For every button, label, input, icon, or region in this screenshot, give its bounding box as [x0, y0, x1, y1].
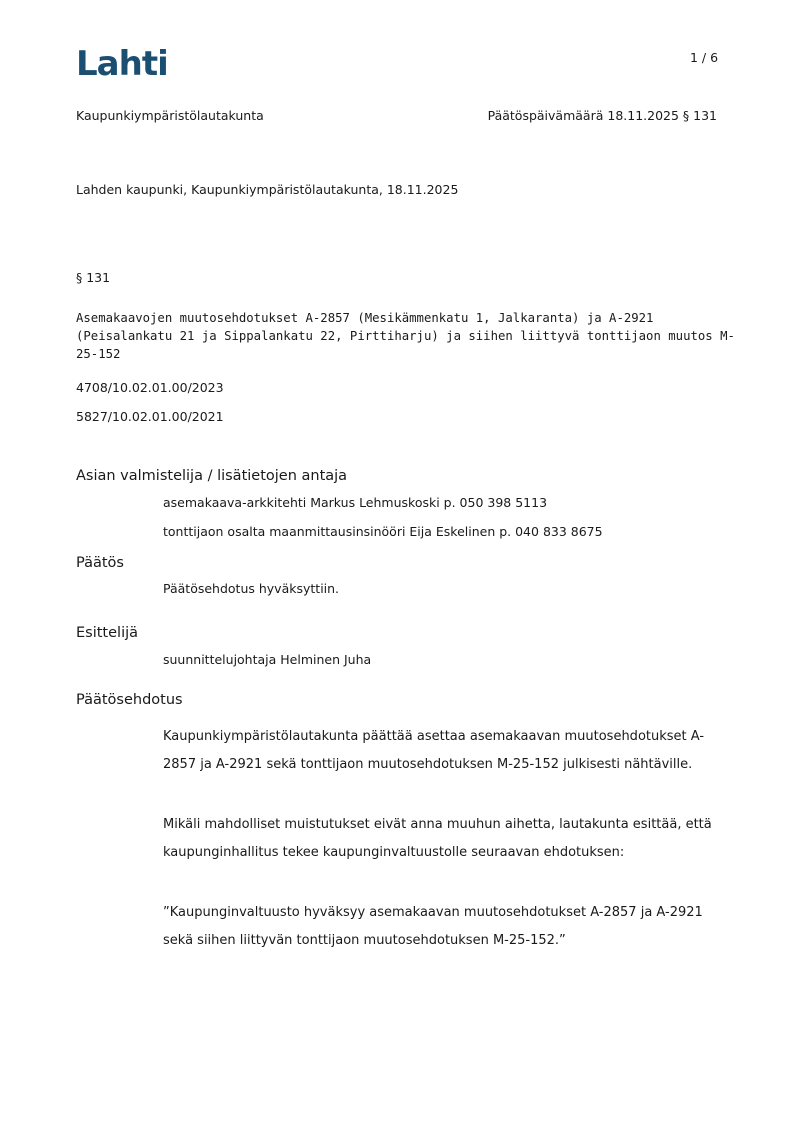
organization-name: Kaupunkiympäristölautakunta [76, 108, 264, 123]
title-line: Asemakaavojen muutosehdotukset A-2857 (Mesikämmenkatu 1, Jalkaranta) ja A-2921 [76, 311, 654, 325]
paragraph-line: 2857 ja A-2921 sekä tonttijaon muutosehdotuksen M-25-152 julkisesti nähtäville. [163, 757, 693, 772]
presenter-text: suunnittelujohtaja Helminen Juha [163, 652, 372, 667]
paragraph-line: sekä siihen liittyvän tonttijaon muutosehdotuksen M-25-152.” [163, 933, 566, 948]
proposal-heading: Päätösehdotus [76, 692, 183, 708]
section-number: § 131 [76, 270, 111, 285]
lahti-logo: Lahti [76, 44, 168, 84]
diary-number: 5827/10.02.01.00/2021 [76, 409, 224, 424]
paragraph-line: Kaupunkiympäristölautakunta päättää asettaa asemakaavan muutosehdotukset A- [163, 729, 705, 744]
paragraph-line: kaupunginhallitus tekee kaupunginvaltuustolle seuraavan ehdotuksen: [163, 845, 625, 860]
document-title [76, 309, 735, 363]
preparer-heading: Asian valmistelija / lisätietojen antaja [76, 468, 348, 484]
decision-date: Päätöspäivämäärä 18.11.2025 § 131 [487, 108, 717, 123]
decision-heading: Päätös [76, 555, 124, 571]
decision-text: Päätösehdotus hyväksyttiin. [163, 581, 340, 596]
diary-number: 4708/10.02.01.00/2023 [76, 380, 224, 395]
title-line: 25-152 [76, 347, 121, 361]
title-line: (Peisalankatu 21 ja Sippalankatu 22, Pirttiharju) ja siihen liittyvä tonttijaon muutos M- [76, 329, 735, 343]
preparer-line: asemakaava-arkkitehti Markus Lehmuskoski p. 050 398 5113 [163, 495, 548, 510]
presenter-heading: Esittelijä [76, 625, 139, 641]
paragraph-line: Mikäli mahdolliset muistutukset eivät anna muuhun aihetta, lautakunta esittää, että [163, 817, 712, 832]
page-number: 1 / 6 [690, 50, 719, 65]
city-line: Lahden kaupunki, Kaupunkiympäristölautakunta, 18.11.2025 [76, 182, 459, 197]
proposal-paragraph [163, 728, 723, 784]
preparer-line: tonttijaon osalta maanmittausinsinööri Eija Eskelinen p. 040 833 8675 [163, 524, 603, 539]
proposal-paragraph [163, 904, 723, 960]
paragraph-line: ”Kaupunginvaltuusto hyväksyy asemakaavan muutosehdotukset A-2857 ja A-2921 [163, 905, 703, 920]
proposal-paragraph [163, 816, 723, 872]
